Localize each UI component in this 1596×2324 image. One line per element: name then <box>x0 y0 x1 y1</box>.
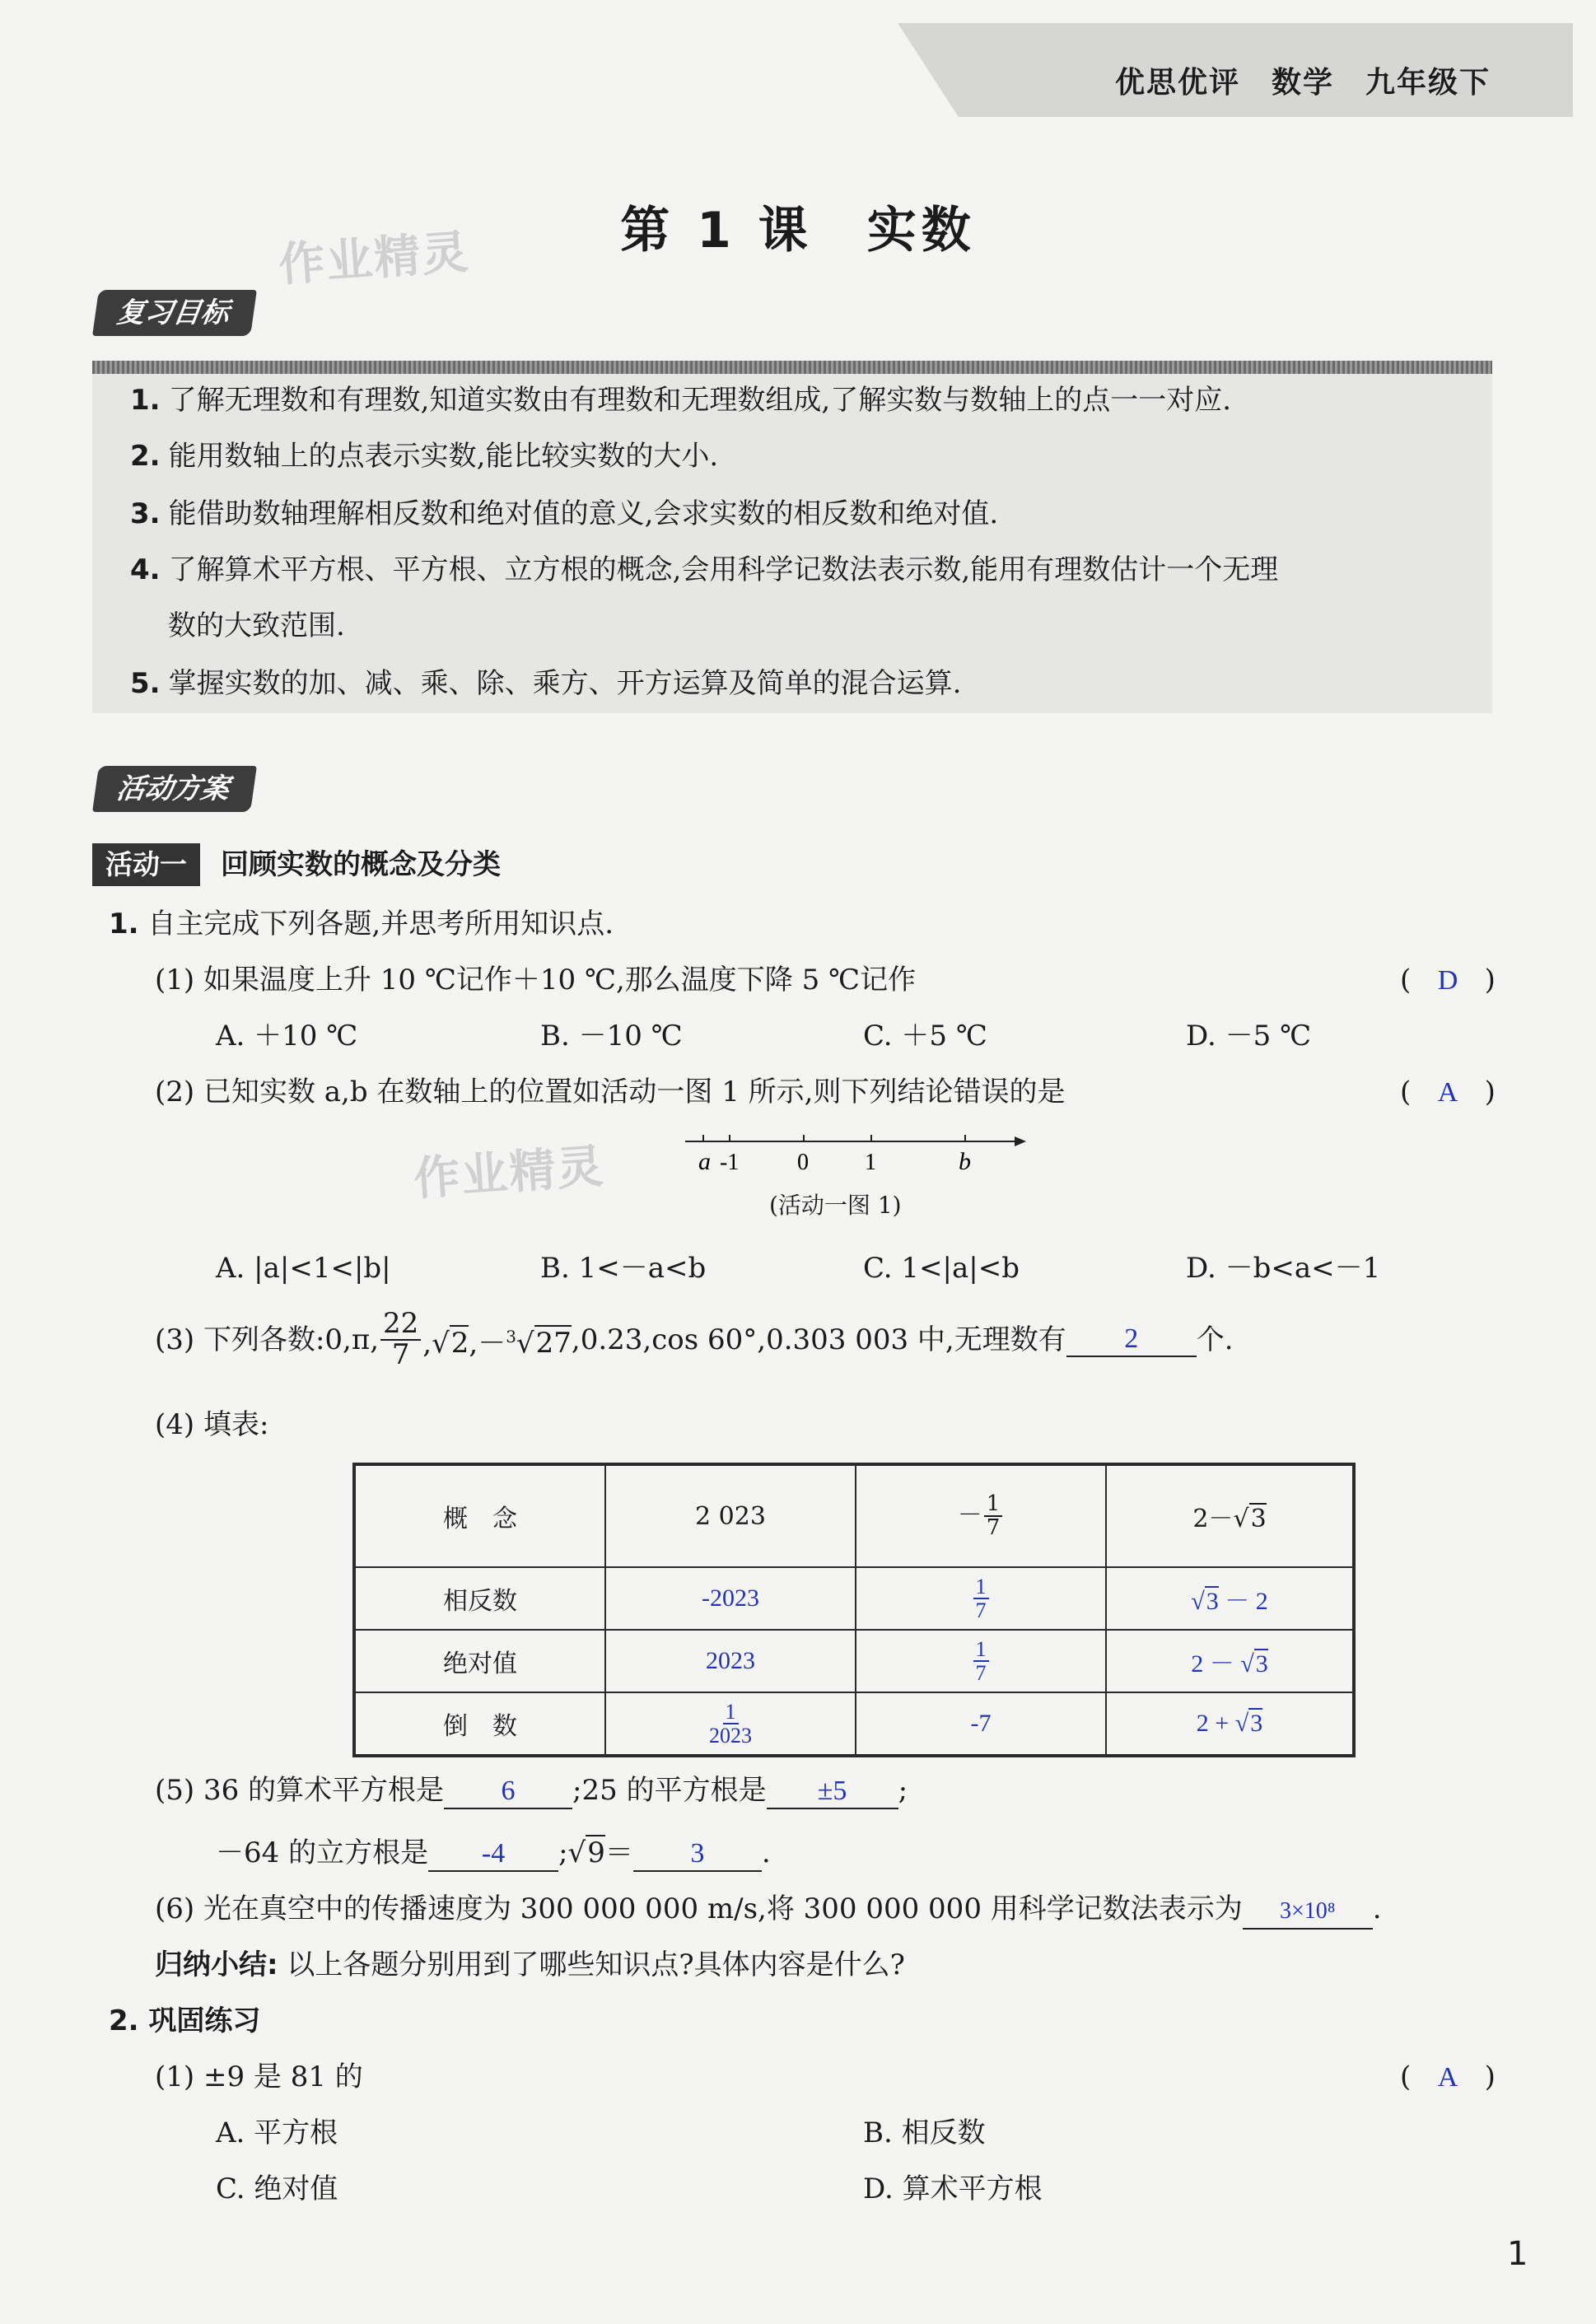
question-1-4: (4) 填表: <box>155 1408 269 1441</box>
option-b: B. 相反数 <box>863 2116 986 2149</box>
option-b: B. －10 ℃ <box>540 1020 683 1052</box>
question-1-6: (6) 光在真空中的传播速度为 300 000 000 m/s,将 300 000 000 用科学记数法表示为 3×10⁸ . <box>155 1889 1382 1930</box>
page-number: 1 <box>1507 2235 1528 2273</box>
question-1-3: (3) 下列各数:0,π, $\frac{22}{7}$ ,√2,－$^3$√27 ,0.23,cos 60°,0.303 003 中,无理数有 2 个. <box>155 1307 1234 1371</box>
arrow-icon <box>1015 1136 1026 1146</box>
number-line-figure <box>685 1123 1031 1181</box>
review-goals-tab: 复习目标 <box>92 290 257 336</box>
label-a: a <box>698 1148 711 1175</box>
table-header-root: 2－√3 <box>1106 1464 1354 1567</box>
goal-item-cont: 数的大致范围. <box>168 609 345 642</box>
option-d: D. 算术平方根 <box>863 2172 1043 2205</box>
option-c: C. 绝对值 <box>216 2172 338 2205</box>
label-1: 1 <box>865 1150 876 1175</box>
goal-item: 1. 了解无理数和有理数,知道实数由有理数和无理数组成,了解实数与数轴上的点一一对应. <box>130 384 1231 417</box>
goal-item: 5. 掌握实数的加、减、乘、除、乘方、开方运算及简单的混合运算. <box>130 667 962 700</box>
answer-bracket: ( A ) <box>1400 1076 1496 1108</box>
option-b: B. 1<－a<b <box>540 1252 707 1285</box>
table-cell: -7 <box>856 1692 1106 1756</box>
table-cell: 2 + √3 <box>1106 1692 1354 1756</box>
goal-item: 2. 能用数轴上的点表示实数,能比较实数的大小. <box>130 440 719 473</box>
answer-bracket: ( D ) <box>1400 964 1496 996</box>
answer-bracket: ( A ) <box>1400 2060 1496 2093</box>
option-d: D. －b<a<－1 <box>1186 1252 1381 1285</box>
book-header: 优思优评 数学 九年级下 <box>1114 66 1491 100</box>
figure-caption: (活动一图 1) <box>769 1192 902 1219</box>
table-row <box>354 1630 1354 1692</box>
row-label: 绝对值 <box>354 1630 605 1692</box>
question-1: 1. 自主完成下列各题,并思考所用知识点. <box>109 908 614 940</box>
option-d: D. －5 ℃ <box>1186 1020 1312 1052</box>
table-cell: 2 － √3 <box>1106 1630 1354 1692</box>
option-c: C. ＋5 ℃ <box>863 1020 987 1052</box>
question-2-1: (1) ±9 是 81 的 <box>155 2060 363 2093</box>
table-cell: $\frac{1}{2023}$ <box>605 1692 856 1756</box>
option-a: A. 平方根 <box>216 2116 338 2149</box>
watermark: 作业精灵 <box>277 225 472 293</box>
label-neg1: -1 <box>720 1150 740 1175</box>
question-1-2: (2) 已知实数 a,b 在数轴上的位置如活动一图 1 所示,则下列结论错误的是 <box>155 1076 1066 1108</box>
table-row <box>354 1567 1354 1630</box>
review-goals-box <box>92 374 1492 713</box>
question-2: 2. 巩固练习 <box>109 2004 261 2037</box>
table-row <box>354 1692 1354 1756</box>
goal-item: 4. 了解算术平方根、平方根、立方根的概念,会用科学记数法表示数,能用有理数估计一个无理 <box>130 553 1279 586</box>
divider <box>92 361 1492 374</box>
activity-plan-tab: 活动方案 <box>92 766 257 812</box>
fill-table <box>352 1463 1356 1757</box>
row-label: 倒 数 <box>354 1692 605 1756</box>
table-cell: √3 － 2 <box>1106 1567 1354 1630</box>
option-a: A. ＋10 ℃ <box>216 1020 358 1052</box>
table-cell: -2023 <box>605 1567 856 1630</box>
goal-item: 3. 能借助数轴理解相反数和绝对值的意义,会求实数的相反数和绝对值. <box>130 497 999 530</box>
table-cell: $\frac{1}{7}$ <box>856 1567 1106 1630</box>
question-1-1: (1) 如果温度上升 10 ℃记作＋10 ℃,那么温度下降 5 ℃记作 <box>155 964 917 996</box>
table-header-2023: 2 023 <box>605 1464 856 1567</box>
summary: 归纳小结: 以上各题分别用到了哪些知识点?具体内容是什么? <box>155 1948 905 1981</box>
label-0: 0 <box>797 1150 809 1175</box>
table-header-neg-frac: － $\frac{1}{7}$ <box>856 1464 1106 1567</box>
table-header-concept: 概 念 <box>354 1464 605 1567</box>
table-cell: 2023 <box>605 1630 856 1692</box>
activity-title: 回顾实数的概念及分类 <box>221 848 501 881</box>
question-1-5-line1: (5) 36 的算术平方根是 6 ;25 的平方根是 ±5 ; <box>155 1771 908 1810</box>
watermark: 作业精灵 <box>412 1139 607 1207</box>
page-title: 第 1 课 实数 <box>620 202 976 259</box>
row-label: 相反数 <box>354 1567 605 1630</box>
activity-label: 活动一 <box>92 843 200 886</box>
table-cell: $\frac{1}{7}$ <box>856 1630 1106 1692</box>
label-b: b <box>959 1148 971 1175</box>
question-1-5-line2: －64 的立方根是 -4 ;√9＝ 3 . <box>216 1833 771 1873</box>
option-c: C. 1<|a|<b <box>863 1252 1020 1285</box>
option-a: A. |a|<1<|b| <box>216 1252 391 1285</box>
